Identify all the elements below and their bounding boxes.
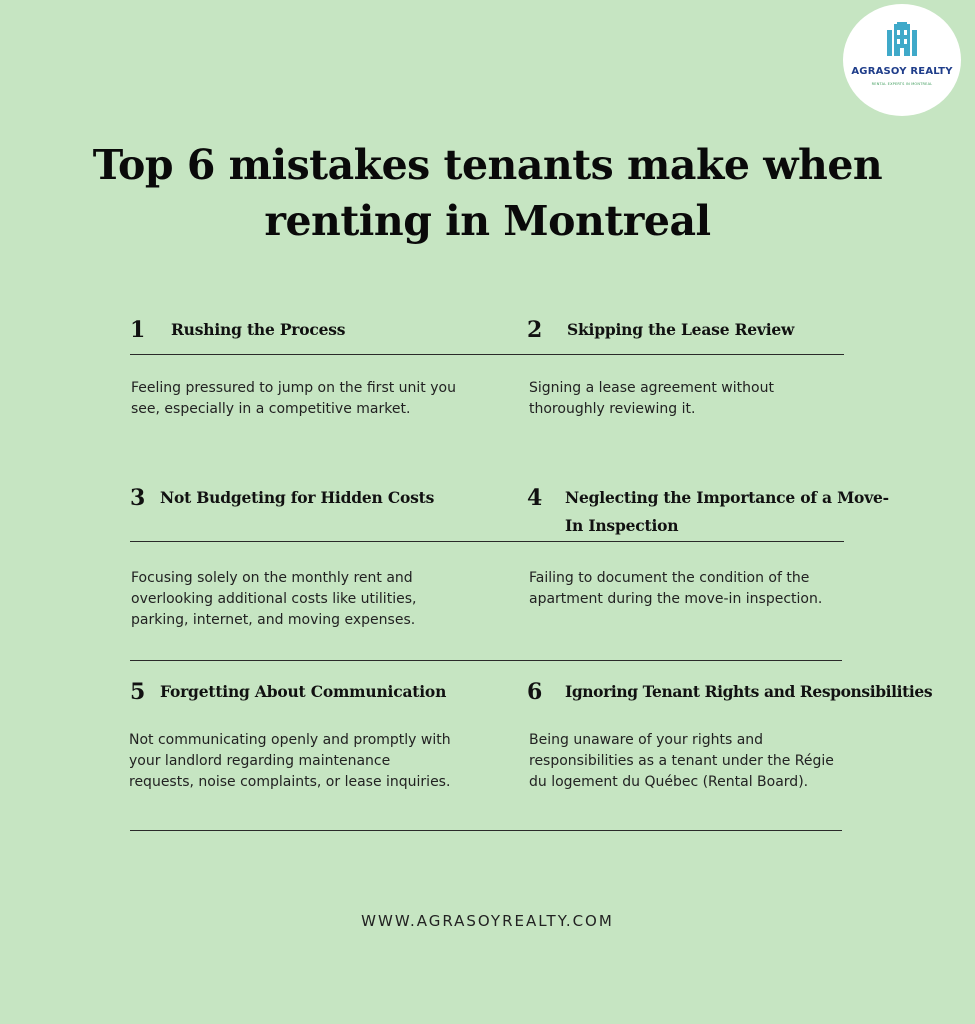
logo-tagline: RENTAL EXPERTS IN MONTREAL	[871, 82, 933, 86]
mistake-number: 2	[527, 317, 543, 343]
mistake-number: 4	[527, 485, 543, 511]
mistake-number: 1	[130, 317, 146, 343]
mistake-heading: Not Budgeting for Hidden Costs	[160, 488, 435, 507]
mistake-description: Signing a lease agreement without thoroughly reviewing it.	[529, 380, 774, 417]
agrasoy-realty-logo	[843, 4, 961, 116]
logo-name: AGRASOY REALTY	[851, 66, 953, 77]
divider	[130, 354, 844, 355]
divider	[130, 660, 842, 661]
mistake-heading: Ignoring Tenant Rights and Responsibilities	[565, 682, 933, 701]
mistake-heading: Rushing the Process	[171, 320, 346, 339]
mistake-heading: Skipping the Lease Review	[567, 320, 795, 339]
mistake-description: Being unaware of your rights and responsibilities as a tenant under the Régie du logement du Québec (Rental Board).	[529, 732, 834, 790]
mistake-description: Feeling pressured to jump on the first unit you see, especially in a competitive market.	[131, 380, 456, 417]
mistake-description: Failing to document the condition of the apartment during the move-in inspection.	[529, 570, 823, 607]
mistake-heading: Neglecting the Importance of a Move-In Inspection	[565, 488, 889, 535]
divider	[130, 830, 842, 831]
divider	[130, 541, 844, 542]
building-icon	[885, 20, 919, 58]
mistake-description: Focusing solely on the monthly rent and overlooking additional costs like utilities, parking, internet, and moving expenses.	[131, 570, 417, 628]
website-url: WWW.AGRASOYREALTY.COM	[361, 912, 614, 930]
mistake-heading: Forgetting About Communication	[160, 682, 447, 701]
page-title: Top 6 mistakes tenants make when renting in Montreal	[92, 141, 883, 245]
mistake-number: 5	[130, 679, 146, 705]
mistake-description: Not communicating openly and promptly with your landlord regarding maintenance requests, noise complaints, or lease inquiries.	[129, 732, 451, 790]
mistake-number: 3	[130, 485, 146, 511]
mistake-number: 6	[527, 679, 543, 705]
